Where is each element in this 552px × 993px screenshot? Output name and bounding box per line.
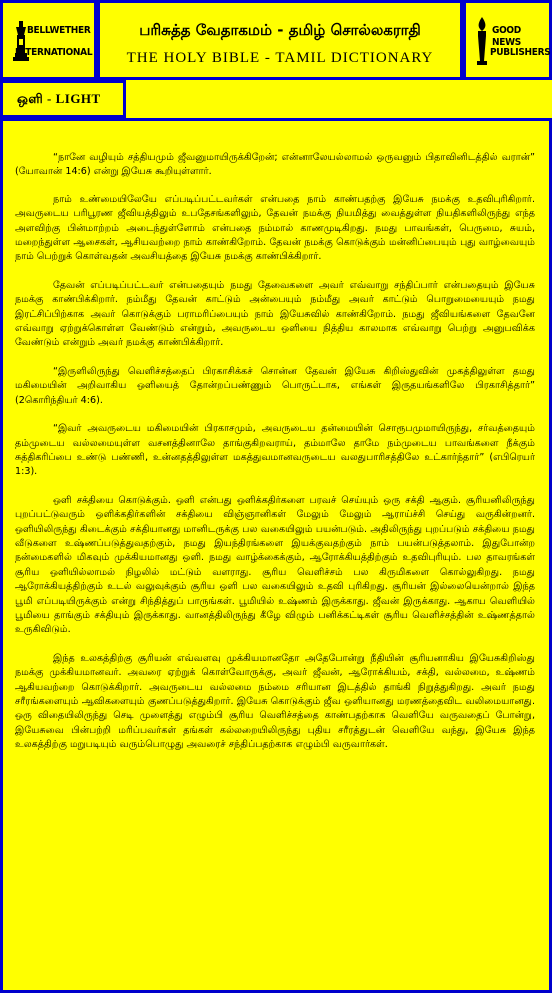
paragraph: ஒளி சக்தியை கொடுக்கும். ஒளி என்பது ஒளிக்கதிர்களை பரவச் செய்யும் ஒரு சக்தி ஆகும். சூரியனிலிருந்து புறப்பட்டுவரும் ஒளிக்கதிர்களின் சக்தியை விஞ்ஞானிகள் மேலும் மேலும் ஆராய்ச்சி செய்து வருகின்றனர். ஒளியிலிருந்து கிடைக்கும் சக்தியானது மானிடருக்கு பல வகையிலும் பயன்படும். அதிலிருந்து புறப்படும் சக்தியை நமது வீடுகளை உஷ்ணப்படுத்துவதற்கும், நமது இயந்திரங்களை இயக்குவதற்கும் நாம் பயன்படுத்தலாம். இதுபோன்ற நன்மைகளில் மிகவும் முக்கியமானது ஒளி. நமது வாழ்க்கைக்கும், ஆரோக்கியத்திற்கும் உதவிபுரியும். பல தாவரங்கள் சூரிய ஒளியில்லாமல் நிழலில் மட்டும் வளராது. சூரிய வெளிச்சம் பல கிருமிகளை கொல்லுகிறது. நமது ஆரோக்கியத்திற்கும் உடல் வலுவுக்கும் சூரிய ஒளி பல வகையிலும் உதவி புரிகிறது. சூரியன் இல்லையென்றால் இந்த பூமி எப்படியிருக்கும் என்று சிந்தித்துப் பாருங்கள். பூமியில் உஷ்ணம் இருக்காது. ஜீவன் இருக்காது. ஆகாய வெளியில் பூமியை தாங்கும் சக்தியும் இருக்காது. வானத்திலிருந்து கீழே விழும் பனிக்கட்டிகள் சூரிய வெளிச்சத்தின் உஷ்ணத்தால் உருகிவிடும். [15,494,535,636]
dictionary-header [97,0,463,80]
logo-left-line-2: INTERNATIONAL [15,47,93,58]
logo-right-line-1: GOOD NEWS [492,25,521,48]
paragraph: “நானே வழியும் சத்தியமும் ஜீவனுமாயிருக்கிறேன்; என்னாலேயல்லாமல் ஒருவனும் பிதாவினிடத்தில் வரான்” (யோவான் 14:6) என்று இயேசு கூறியுள்ளார். [15,152,535,178]
paragraph: தேவன் எப்படிப்பட்டவர் என்பதையும் நமது தேவைகளை அவர் எவ்வாறு சந்திப்பார் என்பதையும் இயேசு நமக்கு காண்பிக்கிறார். நம்மீது தேவன் காட்டும் அன்பையும் நம்மீது அவர் காட்டும் பொறுமையையும் நமது இரட்சிப்பிற்காக அவர் கொடுக்கும் பராமரிப்பையும் நாம் இயேசுவில் காண்கிறோம். நமது ஜீவியங்களை தேவனே எவ்வாறு ஏற்றுக்கொள்ள வேண்டும் என்றும், அவருடைய ஒளியை நித்திய காலமாக எவ்வாறு பெற்று அனுபவிக்க வேண்டும் என்றும் அவர் நமக்கு காண்பிக்கிறார். [15,279,535,349]
publisher-logo-right [463,0,552,80]
entry-content [15,151,535,767]
paragraph: இந்த உலகத்திற்கு சூரியன் எவ்வளவு முக்கியமானதோ அதேபோன்று நீதியின் சூரியனாகிய இயேசுகிறிஸ்து நமக்கு முக்கியமானவர். அவரை ஏற்றுக் கொள்வோருக்கு, அவர் ஜீவன், ஆரோக்கியம், சக்தி, வல்லமை, உஷ்ணம் ஆகியவற்றை கொடுக்கிறார். அவருடைய வல்லமை நம்மை சரியான இடத்தில் தாங்கி நிறுத்துகிறது. அவர் நமது சரீரங்களையும் ஆவிகளையும் குணப்படுத்துகிறார். இயேசு கொடுக்கும் ஜீவ ஒளியானது மரணத்தைவிட வலிமையானது. ஒரு விதையிலிருந்து செடி முளைத்து எழும்பி சூரிய வெளிச்சத்தை காண்பதற்காக வெளியே வருவதைப் போன்று, இயேசுவை பின்பற்றி மரிப்பவர்கள் தங்கள் கல்லறையிலிருந்து புதிய சரீரத்துடன் வெளியே வந்து, இயேசு இந்த உலகத்திற்கு மறுபடியும் வரும்பொழுது அவரைச் சந்திப்பதற்காக எழும்பி வருவார்கள். [15,652,535,751]
torch-icon [474,17,490,67]
title-english: THE HOLY BIBLE - TAMIL DICTIONARY [126,50,434,66]
logo-left-line-1: BELLWETHER [27,25,91,36]
paragraph: நாம் உண்மையிலேயே எப்படிப்பட்டவர்கள் என்பதை நாம் காண்பதற்கு இயேசு நமக்கு உதவிபுரிகிறார். அவருடைய பரிபூரண ஜீவியத்திலும் உபதேசங்களிலும், தேவன் நமக்கு நியமித்து வைத்துள்ள நியதிகளிலிருந்து எந்த அளவிற்கு பின்மாற்றம் அடைந்துள்ளோம் என்பதை நம்மால் காணமுடிகிறது. நமது பாவங்கள், பெருமை, சுயம், மறைந்துள்ள ஆசைகள், ஆசியவற்றை நாம் காண்கிறோம். தேவன் நமக்கு கொடுக்கும் மன்னிப்பையும் புது வாழ்வையும் நாம் பெற்றுக் கொள்வதன் அவசியத்தை இயேசு நமக்கு காண்பிக்கிறார். [15,193,535,263]
entry-tag-box [0,80,126,118]
title-tamil: பரிசுத்த வேதாகமம் - தமிழ் சொல்லகராதி [139,21,421,39]
logo-right-line-2: PUBLISHERS [490,47,551,58]
publisher-logo-left [0,0,97,80]
paragraph: “இவர் அவருடைய மகிமையின் பிரகாசமும், அவருடைய தன்மையின் சொரூபமுமாயிருந்து, சர்வத்தையும் தம்முடைய வல்லமையுள்ள வசனத்தினாலே தாங்குகிறவராய், தம்மாலே தாமே நம்முடைய பாவங்களை நீக்கும் சுத்திகரிப்பை உண்டு பண்ணி, உன்னதத்திலுள்ள மகத்துவமானவருடைய வலதுபாரிசத்திலே உட்கார்ந்தார்” (எபிரெயர் 1:3). [15,423,535,478]
entry-body [0,118,552,993]
entry-tag: ஒளி - LIGHT [17,91,101,106]
paragraph: “இருளிலிருந்து வெளிச்சத்தைப் பிரகாசிக்கச் சொன்ன தேவன் இயேசு கிறிஸ்துவின் முகத்திலுள்ள தமது மகிமையின் அறிவாகிய ஒளியைத் தோன்றப்பண்ணும் பொருட்டாக, எங்கள் இருதயங்களிலே பிரகாசித்தார்” (2கொரிந்தியர் 4:6). [15,365,535,406]
